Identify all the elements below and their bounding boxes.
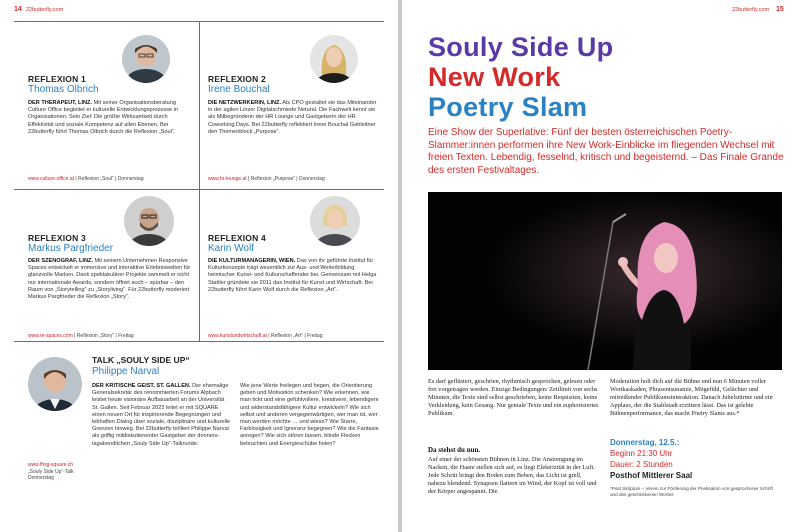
reflexion3-link[interactable]: www.re-spaces.com <box>28 333 73 339</box>
talk-link[interactable]: www.fhsg-square.ch <box>28 462 74 468</box>
performer-photo <box>428 192 782 370</box>
talk-questions: Wie jene Werte freilegen und hegen, die Orientierung geben und Motivation schenken? Wie erkennen, wie man tickt und eine gefühlvollere, kreativere, lebendigere und widerstandsfähigere Kultur entwickeln? Wie sich selbst und anderen vergegenwärtigen, wer man ist, wer man werden möchte … und wieso? Wie Starre, Farblosigkeit und Ignoranz begegnen? Wie die Fantasie anregen? Wie sich stören lassen, blinde Flecken beleuchten und Energieschübe holen? <box>240 383 379 447</box>
reflexion2-label: REFLEXION 2 <box>208 74 266 84</box>
body-paragraph-1: Es darf geflüstert, geschrien, rhythmisch gesprochen, gelesen oder frei vorgetragen werden. Einzige Bedingungen: Zeitlimit von sechs Minuten, die Texte sind selbst geschrieben, keine Requisiten, keine Verkleidung, kein Gesang. Nur geniale Texte und ein euphorisiertes Publikum. <box>428 378 599 417</box>
title-line-1: Souly Side Up <box>428 32 614 62</box>
reflexion1-footer: www.culture-office.at | Reflexion „Soul“ | Donnerstag <box>28 176 144 182</box>
page-site: 22butterfly.com <box>732 7 770 13</box>
talk-description: DER KRITISCHE GEIST, ST. GALLEN. Der ehemalige Generalsekretär des renommierten Forums Alpbach leistet heute visionäre Aufbauarbeit an der Universität St. Gallen. Seit Februar 2022 leitet er mit SQUARE einen neuen Ort für inspirierende Begegnungen und lebhaften Dialog über soziale, disziplinäre und kulturelle Grenzen hinweg. Bei 22butterfly brilliert Philippe Narval als griffig mitdiskutierender Gastgeber der donnerstagabendlichen „Souly Side Up“-Talkrunde: <box>92 383 231 447</box>
talk-label: TALK „SOULY SIDE UP“ <box>92 355 190 365</box>
portrait-icon <box>310 35 358 83</box>
page-number: 14 <box>14 6 22 13</box>
reflexion1-description: DER THERAPEUT, LINZ. Mit seiner Organisationsberatung Culture Office begleitet er kulturelle Entwicklungsprozesse in Organisationen. Sein Ziel: Die größte Wirksamkeit durch Effektivität und soziale Kompetenz auf allen Ebenen. Bei 22butterfly führt Thomas Olbrich durch die Reflexion „Soul“. <box>28 100 179 135</box>
reflexion4-footer: www.kunstundwirtschaft.at | Reflexion „Art“ | Freitag <box>208 333 323 339</box>
reflexion4-link[interactable]: www.kunstundwirtschaft.at <box>208 333 267 339</box>
reflexion3-footer: www.re-spaces.com | Reflexion „Story“ | Freitag <box>28 333 134 339</box>
reflexion3-description: DER SZENOGRAF, LINZ. Mit seinem Unternehmen Responsive Spaces entwickelt er immersive und interaktive Erlebniswelten für glanzvolle Marken. Dank spektakulärer Projekte sammelt er nicht nur internationale Awards, sondern öffnet auch – spürbar – den Raum von „Storytelling“ zu „Storyliving“. Für 22butterfly moderiert Markus Pargfrieder die Reflexion „Story“. <box>28 258 191 301</box>
body-paragraph-2: Auf einer der schönsten Bühnen in Linz. Die Anstrengung im Nacken, die Haare stellen sich auf, es liegt Elektrizität in der Luft. Jede Schritt bringt den Boden zum Beben, das Licht ist grell, nahezu blendend. Synapsen flattern im Wind, der Kopf ist voll und der Körper angespannt. Die <box>428 456 597 495</box>
reflexion2-description: DIE NETZWERKERIN, LINZ. Als CPO gestaltet sie das Miteinander in der agilen Linzer Digitalschmiede Netural. Die Fachwelt kennt sie als Mitbegründerin der HR Lounge und Gastgeberin der HR Coworking Days. Bei 22butterfly reflektiert Irene Bouchal Gahleitner den Themenblock „Purpose“. <box>208 100 377 135</box>
page-number: 15 <box>776 6 784 13</box>
avatar <box>28 357 82 411</box>
subheading: Da stehst du nun. <box>428 446 481 454</box>
talk-footer: www.fhsg-square.ch „Souly Side Up“-Talk Donnerstag <box>28 462 74 481</box>
reflexion2-footer: www.hr-lounge.at | Reflexion „Purpose“ | Donnerstag <box>208 176 325 182</box>
avatar <box>122 35 170 83</box>
portrait-icon <box>310 196 360 246</box>
talk-name: Philippe Narval <box>92 366 160 377</box>
avatar <box>124 196 174 246</box>
reflexion2-link[interactable]: www.hr-lounge.at <box>208 176 247 182</box>
event-duration: Dauer: 2 Stunden <box>610 460 673 469</box>
reflexion3-name: Markus Pargfrieder <box>28 243 114 254</box>
body-paragraph-3: Moderation holt dich auf die Bühne und nun 6 Minuten voller Wortkaskaden, Phrasentsunamis, Mitgefühl, Gelächter und mitreißender Publikumsinteraktion. Danach Jubelstürme und ein Applaus, der die Stahlstadt erzittern lässt. Das ist gelebte Bühnenperformance, das macht Poetry Slams aus.* <box>610 378 773 417</box>
lead-text: Eine Show der Superlative: Fünf der besten österreichischen Poetry-Slammer:innen performen ihre New Work-Einblicke im fliegenden Wechsel mit freien Texten. Lebendig, fesselnd, kritisch und begeisternd. – Das Finale Grande des ersten Festivaltages. <box>428 127 784 176</box>
event-start: Beginn 21:30 Uhr <box>610 449 673 458</box>
avatar <box>310 35 358 83</box>
event-venue: Posthof Mittlerer Saal <box>610 471 693 480</box>
page-site: 22butterfly.com <box>26 7 64 13</box>
performer-icon <box>428 192 782 370</box>
reflexion3-label: REFLEXION 3 <box>28 233 86 243</box>
reflexion4-description: DIE KULTURMANAGERIN, WIEN. Das von ihr geführte Institut für Kulturkonzepte trägt wesentlich zur Aus- und Weiterbildung heimischer Kunst- und Kulturschaffender bei. Gemeinsam mit Helga Stattler gründete sie 2011 das Institut für Kunst und Wirtschaft. Bei 22butterfly führt Karin Wolf durch die Reflexion „Art“. <box>208 258 377 293</box>
portrait-icon <box>124 196 174 246</box>
reflexion2-name: Irene Bouchal <box>208 84 270 95</box>
title-line-2: New Work <box>428 62 561 92</box>
reflexion1-label: REFLEXION 1 <box>28 74 86 84</box>
avatar <box>310 196 360 246</box>
event-date: Donnerstag, 12.5.: <box>610 438 680 447</box>
portrait-icon <box>28 357 82 411</box>
reflexion1-name: Thomas Olbrich <box>28 84 99 95</box>
footnote: *Post Skriptum – Verein zur Förderung der Poetisation von gesprochener Schrift und des geschriebenen Wortes <box>610 486 773 497</box>
right-page <box>402 0 800 532</box>
reflexion1-link[interactable]: www.culture-office.at <box>28 176 75 182</box>
reflexion4-label: REFLEXION 4 <box>208 233 266 243</box>
portrait-icon <box>122 35 170 83</box>
divider <box>199 21 200 341</box>
reflexion4-name: Karin Wolf <box>208 243 254 254</box>
title-line-3: Poetry Slam <box>428 92 588 122</box>
divider <box>14 341 384 342</box>
left-page <box>0 0 398 532</box>
